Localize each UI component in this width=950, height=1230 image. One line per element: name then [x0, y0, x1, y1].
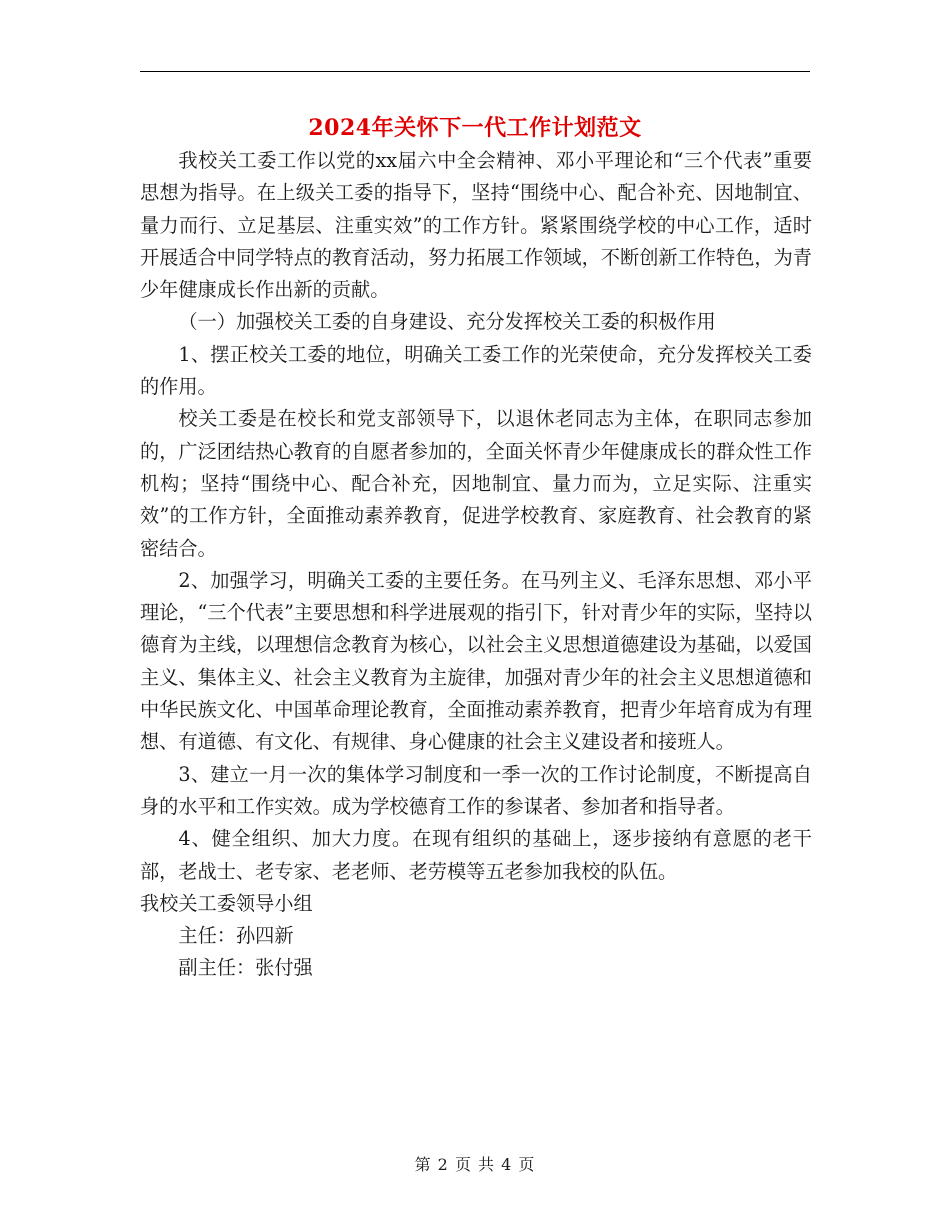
paragraph-item-4: 4、健全组织、加大力度。在现有组织的基础上，逐步接纳有意愿的老干部，老战士、老专家、老老师、老劳模等五老参加我校的队伍。 — [140, 827, 812, 883]
page-number: 第 2 页 共 4 页 — [414, 1155, 536, 1174]
header-rule — [140, 71, 810, 72]
leadership-group-label: 我校关工委领导小组 — [140, 891, 313, 915]
paragraph-intro: 我校关工委工作以党的xx届六中全会精神、邓小平理论和“三个代表”重要思想为指导。在上级关工委的指导下，坚持“围绕中心、配合补充、因地制宜、量力而行、立足基层、注重实效”的工作方针。紧紧围绕学校的中心工作，适时开展适合中同学特点的教育活动，努力拓展工作领域，不断创新工作特色，为青少年健康成长作出新的贡献。 — [140, 149, 812, 302]
deputy-director-line: 副主任：张付强 — [178, 956, 313, 980]
paragraph-item-1: 1、摆正校关工委的地位，明确关工委工作的光荣使命，充分发挥校关工委的作用。 — [140, 342, 812, 399]
paragraph-item-3: 3、建立一月一次的集体学习制度和一季一次的工作讨论制度，不断提高自身的水平和工作实效。成为学校德育工作的参谋者、参加者和指导者。 — [140, 762, 812, 818]
paragraph-committee: 校关工委是在校长和党支部领导下，以退休老同志为主体，在职同志参加的，广泛团结热心教育的自愿者参加的，全面关怀青少年健康成长的群众性工作机构；坚持“围绕中心、配合补充，因地制宜、量力而为，立足实际、注重实效”的工作方针，全面推动素养教育，促进学校教育、家庭教育、社会教育的紧密结合。 — [140, 407, 812, 560]
document-title: 2024年关怀下一代工作计划范文 — [308, 115, 642, 141]
section-heading: （一）加强校关工委的自身建设、充分发挥校关工委的积极作用 — [178, 310, 716, 334]
director-line: 主任：孙四新 — [178, 924, 294, 948]
document-body — [140, 145, 812, 985]
paragraph-item-2: 2、加强学习，明确关工委的主要任务。在马列主义、毛泽东思想、邓小平理论，“三个代表”主要思想和科学进展观的指引下，针对青少年的实际，坚持以德育为主线，以理想信念教育为核心，以社会主义思想道德建设为基础，以爱国主义、集体主义、社会主义教育为主旋律，加强对青少年的社会主义思想道德和中华民族文化、中国革命理论教育，全面推动素养教育，把青少年培育成为有理想、有道德、有文化、有规律、身心健康的社会主义建设者和接班人。 — [140, 568, 812, 754]
